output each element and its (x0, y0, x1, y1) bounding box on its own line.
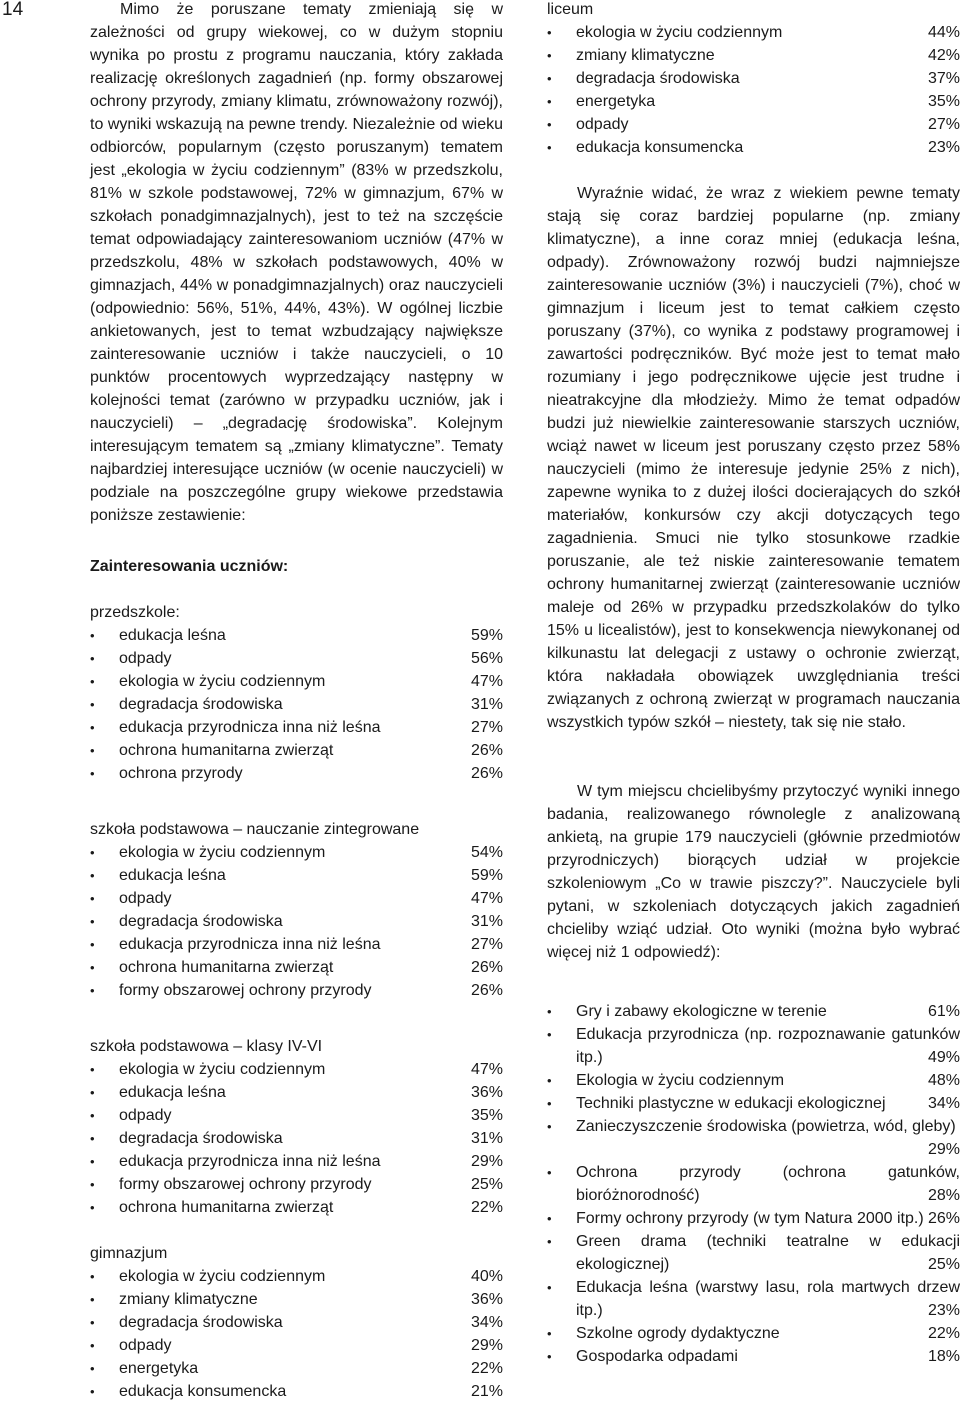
item-label: • edukacja przyrodnicza inna niż leśna (119, 1153, 381, 1170)
item-percent: 34% (927, 1095, 960, 1112)
item-percent: 61% (927, 1003, 960, 1020)
item-label: • ochrona przyrody (119, 765, 243, 782)
group-title: liceum (547, 1, 594, 18)
list-item (547, 44, 960, 67)
item-label: • odpady (119, 1337, 172, 1354)
list-item (547, 90, 960, 113)
list-item (90, 1104, 503, 1127)
list-item (90, 1127, 503, 1150)
list-item (90, 693, 503, 716)
item-label: • degradacja środowiska (119, 1314, 283, 1331)
survey-intro-paragraph: W tym miejscu chcielibyśmy przytoczyć wyniki innego badania, realizowanego równolegle z analizowaną ankietą, na grupie 179 nauczycieli (głównie przedmiotów przyrodniczych) biorących udział w projekcie szkoleniowym „Co w trawie piszczy?”. Nauczyciele byli pytani, w szkoleniach dotyczących jakich zagadnień chcieliby wziąć udział. Oto wyniki (można było wybrać więcej niż 1 odpowiedź): (547, 783, 960, 961)
item-label: Edukacja przyrodnicza (np. rozpoznawanie gatunków itp.) (576, 1026, 960, 1066)
list-item (90, 887, 503, 910)
item-label: • odpady (119, 650, 172, 667)
list-item (547, 21, 960, 44)
survey-item (547, 1115, 960, 1161)
item-label: Zanieczyszczenie środowiska (powietrza, wód, gleby) (576, 1118, 956, 1135)
right-column (547, 0, 960, 1368)
item-percent: 36% (470, 1084, 503, 1101)
item-percent: 26% (470, 742, 503, 759)
item-label: Ekologia w życiu codziennym (576, 1072, 785, 1089)
list-item (90, 647, 503, 670)
list-item (90, 841, 503, 864)
item-percent: 31% (470, 913, 503, 930)
group-przedszkole (90, 601, 503, 785)
intro-paragraph: Mimo że poruszane tematy zmieniają się w zależności od grupy wiekowej, co w dużym stopniu wynika po prostu z programu nauczania, który zakłada realizację określonych zagadnień (np. formy obszarowej ochrony przyrody, zmiany klimatu, zrównoważony rozwój), to wyniki wskazują na pewne trendy. Niezależnie od wieku odbiorców, popularnym (często poruszanym) tematem jest „ekologia w życiu codziennym” (83% w przedszkolu, 81% w szkole podstawowej, 72% w gimnazjum, 67% w szkołach ponadgimnazjalnych), jest to też na szczęście temat odpowiadający zainteresowaniom uczniów (47% w przedszkolu, 48% w szkołach podstawowych, 40% w gimnazjach, 44% w ponadgimnazjalnych) oraz nauczycieli (odpowiednio: 56%, 51%, 44%, 43%). W ogólnej liczbie ankietowanych, jest to temat wzbudzający największe zainteresowanie uczniów i także nauczycieli, o 10 punktów procentowych wyprzedzający następny w kolejności temat (zarówno w przypadku uczniów, jak i nauczycieli) – „degradację środowiska”. Kolejnym interesującym tematem są „zmiany klimatyczne”. Tematy najbardziej interesujące uczniów (w ocenie nauczycieli) w podziale na poszczególne grupy wiekowe przedstawia poniższe zestawienie: (90, 1, 503, 524)
item-percent: 26% (470, 959, 503, 976)
item-label: • ekologia w życiu codziennym (119, 673, 326, 690)
list-item (90, 1173, 503, 1196)
item-label: • degradacja środowiska (119, 696, 283, 713)
item-label: Green drama (techniki teatralne w edukacji ekologicznej) (576, 1233, 960, 1273)
item-label: • zmiany klimatyczne (119, 1291, 258, 1308)
list-item (90, 716, 503, 739)
item-percent: 27% (470, 936, 503, 953)
item-percent: 36% (470, 1291, 503, 1308)
group-list (90, 841, 503, 1002)
item-percent: 47% (470, 673, 503, 690)
list-item (90, 1196, 503, 1219)
item-percent: 26% (927, 1210, 960, 1227)
survey-item (547, 1023, 960, 1069)
item-label: • odpady (119, 1107, 172, 1124)
item-percent: 59% (470, 867, 503, 884)
group-gimnazjum (90, 1242, 503, 1403)
survey-item (547, 1161, 960, 1207)
list-item (90, 1150, 503, 1173)
item-percent: 28% (927, 1187, 960, 1204)
list-item (90, 1265, 503, 1288)
group-title: gimnazjum (90, 1245, 168, 1262)
survey-item (547, 1322, 960, 1345)
item-percent: 49% (927, 1049, 960, 1066)
item-label: • edukacja leśna (119, 867, 226, 884)
list-item (90, 933, 503, 956)
item-percent: 25% (470, 1176, 503, 1193)
item-label: • formy obszarowej ochrony przyrody (119, 1176, 372, 1193)
item-percent: 18% (927, 1348, 960, 1365)
item-percent: 31% (470, 696, 503, 713)
item-label: • degradacja środowiska (576, 70, 740, 87)
item-percent: 29% (470, 1153, 503, 1170)
item-label: Techniki plastyczne w edukacji ekologicznej (576, 1095, 886, 1112)
list-item (90, 1311, 503, 1334)
section-heading: Zainteresowania uczniów: (90, 558, 289, 575)
group-list (90, 1265, 503, 1403)
item-label: • ekologia w życiu codziennym (119, 844, 326, 861)
list-item (90, 1357, 503, 1380)
group-sp-zintegrowane (90, 818, 503, 1002)
item-percent: 25% (927, 1256, 960, 1273)
item-label: • zmiany klimatyczne (576, 47, 715, 64)
survey-item (547, 1207, 960, 1230)
item-percent: 40% (470, 1268, 503, 1285)
item-label: Edukacja leśna (warstwy lasu, rola martwych drzew itp.) (576, 1279, 960, 1319)
item-label: • degradacja środowiska (119, 1130, 283, 1147)
item-label: Gospodarka odpadami (576, 1348, 738, 1365)
item-percent: 54% (470, 844, 503, 861)
survey-item (547, 1276, 960, 1322)
survey-item (547, 1092, 960, 1115)
survey-item (547, 1000, 960, 1023)
item-percent: 47% (470, 1061, 503, 1078)
item-label: • edukacja leśna (119, 627, 226, 644)
item-label: • formy obszarowej ochrony przyrody (119, 982, 372, 999)
item-percent: 27% (927, 116, 960, 133)
item-percent: 59% (470, 627, 503, 644)
item-percent: 22% (470, 1199, 503, 1216)
item-percent: 31% (470, 1130, 503, 1147)
item-percent: 22% (927, 1325, 960, 1342)
list-item (90, 762, 503, 785)
item-label: • degradacja środowiska (119, 913, 283, 930)
item-percent: 44% (927, 24, 960, 41)
item-label: • ekologia w życiu codziennym (119, 1268, 326, 1285)
list-item (90, 956, 503, 979)
item-label: • odpady (119, 890, 172, 907)
group-list (90, 624, 503, 785)
group-title: przedszkole: (90, 604, 180, 621)
list-item (90, 1288, 503, 1311)
group-list (547, 21, 960, 159)
item-label: • energetyka (119, 1360, 199, 1377)
item-label: Formy ochrony przyrody (w tym Natura 2000 itp.) (576, 1210, 924, 1227)
group-title: szkoła podstawowa – klasy IV-VI (90, 1038, 323, 1055)
item-label: • energetyka (576, 93, 656, 110)
survey-item (547, 1069, 960, 1092)
item-percent: 23% (927, 1302, 960, 1319)
item-label: • ekologia w życiu codziennym (119, 1061, 326, 1078)
list-item (547, 136, 960, 159)
item-label: Ochrona przyrody (ochrona gatunków, bioróżnorodność) (576, 1164, 960, 1204)
item-percent: 34% (470, 1314, 503, 1331)
item-label: • edukacja przyrodnicza inna niż leśna (119, 936, 381, 953)
group-liceum (547, 0, 960, 159)
group-title: szkoła podstawowa – nauczanie zintegrowane (90, 821, 420, 838)
survey-item (547, 1345, 960, 1368)
item-label: Gry i zabawy ekologiczne w terenie (576, 1003, 827, 1020)
item-percent: 29% (470, 1337, 503, 1354)
list-item (90, 864, 503, 887)
item-percent: 29% (927, 1141, 960, 1158)
item-percent: 26% (470, 982, 503, 999)
list-item (90, 910, 503, 933)
item-percent: 56% (470, 650, 503, 667)
item-label: Szkolne ogrody dydaktyczne (576, 1325, 780, 1342)
group-list (90, 1058, 503, 1219)
item-label: • edukacja konsumencka (119, 1383, 287, 1400)
survey-item (547, 1230, 960, 1276)
left-column (90, 0, 503, 1403)
list-item (90, 1058, 503, 1081)
item-percent: 42% (927, 47, 960, 64)
item-label: • edukacja konsumencka (576, 139, 744, 156)
item-label: • ekologia w życiu codziennym (576, 24, 783, 41)
item-percent: 37% (927, 70, 960, 87)
item-label: • ochrona humanitarna zwierząt (119, 1199, 334, 1216)
list-item (547, 67, 960, 90)
item-percent: 22% (470, 1360, 503, 1377)
item-percent: 27% (470, 719, 503, 736)
item-percent: 23% (927, 139, 960, 156)
page-number: 14 (2, 0, 24, 20)
item-label: • ochrona humanitarna zwierząt (119, 742, 334, 759)
item-label: • ochrona humanitarna zwierząt (119, 959, 334, 976)
list-item (547, 113, 960, 136)
list-item (90, 1081, 503, 1104)
list-item (90, 1334, 503, 1357)
item-percent: 35% (927, 93, 960, 110)
item-percent: 48% (927, 1072, 960, 1089)
item-label: • edukacja przyrodnicza inna niż leśna (119, 719, 381, 736)
item-percent: 47% (470, 890, 503, 907)
item-label: • edukacja leśna (119, 1084, 226, 1101)
group-sp-iv-vi (90, 1035, 503, 1219)
analysis-paragraph: Wyraźnie widać, że wraz z wiekiem pewne tematy stają się coraz bardziej popularne (np. zmiany klimatyczne), a inne coraz mniej (edukacja leśna, odpady). Zrównoważony rozwój budzi najmniejsze zainteresowanie uczniów (3%) i nauczycieli (7%), choć w gimnazjum i liceum jest to temat całkiem często poruszany (37%), co wynika z podstawy programowej i zawartości podręczników. Być może jest to temat mało rozumiany i jego podręcznikowe ujęcie jest trudne i nieatrakcyjne dla młodzieży. Mimo że temat odpadów budzi już niewielkie zainteresowanie starszych uczniów, wciąż nawet w liceum jest poruszany często przez 58% nauczycieli (mimo że interesuje jedynie 25% z nich), zapewne wynika to z dużej ilości docierających do szkół materiałów, konkursów czy akcji dotyczących tego zagadnienia. Smuci nie tylko stosunkowe rzadkie poruszanie, ale też niskie zainteresowanie tematem ochrony humanitarnej zwierząt (zainteresowanie uczniów maleje od 26% w przypadku przedszkolaków do tylko 15% u licealistów), jest to konsekwencja niewykonanej od kilkunastu lat delegacji z ustawy o ochronie zwierząt, która nakładała obowiązek uwzględniania treści związanych z ochroną zwierząt w programach nauczania wszystkich typów szkół – niestety, tak się nie stało. (547, 185, 960, 731)
list-item (90, 670, 503, 693)
item-percent: 21% (470, 1383, 503, 1400)
list-item (90, 739, 503, 762)
list-item (90, 979, 503, 1002)
list-item (90, 1380, 503, 1403)
item-percent: 35% (470, 1107, 503, 1124)
item-percent: 26% (470, 765, 503, 782)
list-item (90, 624, 503, 647)
survey-list (547, 1000, 960, 1368)
item-label: • odpady (576, 116, 629, 133)
